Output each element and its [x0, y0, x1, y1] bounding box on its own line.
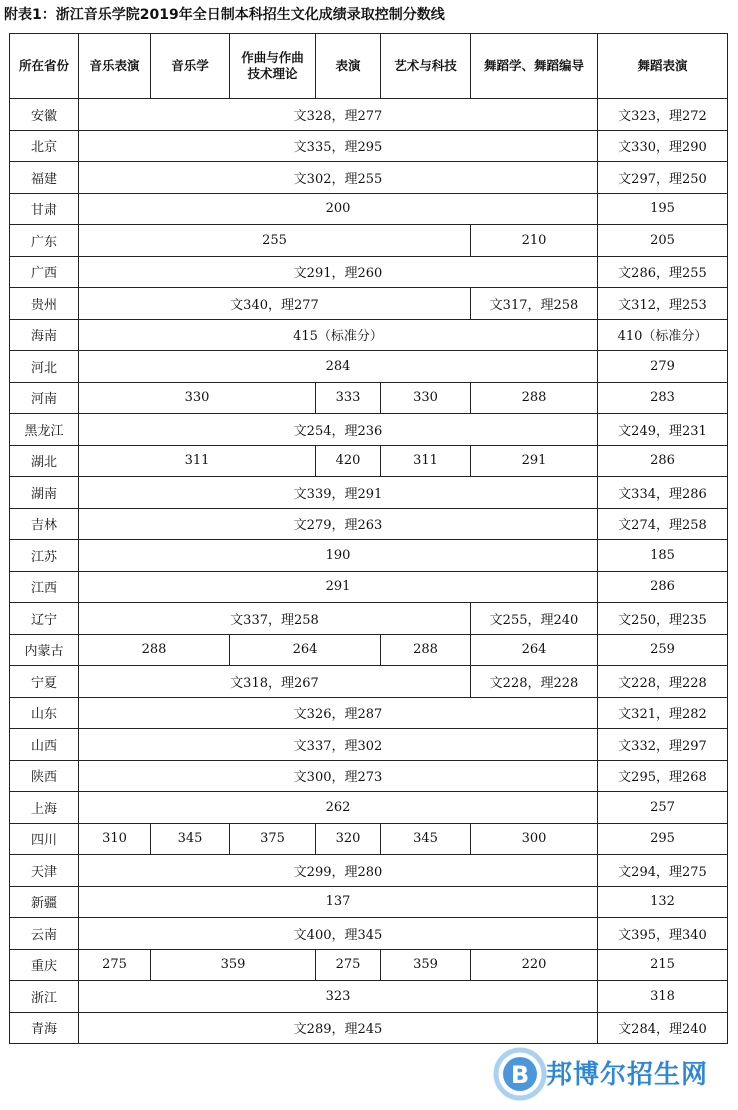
score-cell: 文284，理240: [598, 1012, 728, 1044]
header-music-performance: 音乐表演: [79, 34, 151, 99]
score-cell: 279: [598, 351, 728, 383]
province-cell: 云南: [10, 918, 79, 950]
score-cell: 文328，理277: [79, 99, 598, 131]
province-cell: 内蒙古: [10, 634, 79, 666]
score-cell: 420: [316, 445, 381, 477]
province-cell: 甘肃: [10, 193, 79, 225]
score-cell: 345: [151, 823, 230, 855]
score-cell: 288: [471, 382, 598, 414]
document-title: 附表1：浙江音乐学院2019年全日制本科招生文化成绩录取控制分数线: [4, 7, 445, 23]
table-row: [10, 571, 728, 603]
province-cell: 重庆: [10, 949, 79, 981]
province-cell: 北京: [10, 130, 79, 162]
score-cell: 310: [79, 823, 151, 855]
watermark-text: 邦博尔招生网: [546, 1060, 709, 1090]
province-cell: 河北: [10, 351, 79, 383]
score-cell: 文400，理345: [79, 918, 598, 950]
score-cell: 文279，理263: [79, 508, 598, 540]
b-logo-icon: [496, 1050, 544, 1098]
score-cell: 190: [79, 540, 598, 572]
province-cell: 天津: [10, 855, 79, 887]
score-cell: 文337，理302: [79, 729, 598, 761]
score-cell: 275: [316, 949, 381, 981]
score-cell: 文312，理253: [598, 288, 728, 320]
table-row: [10, 445, 728, 477]
score-cell: 文297，理250: [598, 162, 728, 194]
province-cell: 青海: [10, 1012, 79, 1044]
score-cell: 283: [598, 382, 728, 414]
table-row: [10, 508, 728, 540]
score-cell: 330: [79, 382, 316, 414]
score-cell: 220: [471, 949, 598, 981]
table-row: [10, 351, 728, 383]
province-cell: 新疆: [10, 886, 79, 918]
score-cell: 文332，理297: [598, 729, 728, 761]
province-cell: 黑龙江: [10, 414, 79, 446]
score-cell: 375: [230, 823, 316, 855]
score-cell: 330: [381, 382, 471, 414]
score-cell: 文340，理277: [79, 288, 471, 320]
score-cell: 文326，理287: [79, 697, 598, 729]
score-cell: 文330，理290: [598, 130, 728, 162]
score-cell: 文339，理291: [79, 477, 598, 509]
score-cell: 311: [79, 445, 316, 477]
score-cell: 185: [598, 540, 728, 572]
score-cell: 文249，理231: [598, 414, 728, 446]
table-header-row: [10, 34, 728, 99]
province-cell: 广东: [10, 225, 79, 257]
score-cell: 210: [471, 225, 598, 257]
province-cell: 山东: [10, 697, 79, 729]
score-cell: 345: [381, 823, 471, 855]
table-row: [10, 1012, 728, 1044]
score-cell: 文274，理258: [598, 508, 728, 540]
score-cell: 291: [471, 445, 598, 477]
score-cell: 文291，理260: [79, 256, 598, 288]
score-cell: 255: [79, 225, 471, 257]
province-cell: 湖北: [10, 445, 79, 477]
score-cell: 文289，理245: [79, 1012, 598, 1044]
score-cell: 文300，理273: [79, 760, 598, 792]
score-cell: 300: [471, 823, 598, 855]
province-cell: 江苏: [10, 540, 79, 572]
score-cell: 288: [381, 634, 471, 666]
province-cell: 湖南: [10, 477, 79, 509]
table-row: [10, 382, 728, 414]
table-row: [10, 981, 728, 1013]
score-cell: 359: [151, 949, 316, 981]
score-cell: 275: [79, 949, 151, 981]
province-cell: 江西: [10, 571, 79, 603]
score-cell: 410（标准分）: [598, 319, 728, 351]
score-cell: 286: [598, 571, 728, 603]
score-cell: 215: [598, 949, 728, 981]
score-cell: 文395，理340: [598, 918, 728, 950]
score-cell: 文294，理275: [598, 855, 728, 887]
table-row: [10, 477, 728, 509]
score-cell: 文295，理268: [598, 760, 728, 792]
header-art-technology: 艺术与科技: [381, 34, 471, 99]
score-cell: 264: [471, 634, 598, 666]
table-row: [10, 697, 728, 729]
table-row: [10, 162, 728, 194]
province-cell: 贵州: [10, 288, 79, 320]
score-cell: 259: [598, 634, 728, 666]
score-cell: 文255，理240: [471, 603, 598, 635]
score-cell: 文337，理258: [79, 603, 471, 635]
table-row: [10, 855, 728, 887]
score-cell: 文228，理228: [598, 666, 728, 698]
province-cell: 广西: [10, 256, 79, 288]
score-cell: 320: [316, 823, 381, 855]
score-cell: 文250，理235: [598, 603, 728, 635]
table-row: [10, 792, 728, 824]
score-cell: 264: [230, 634, 381, 666]
score-cell: 333: [316, 382, 381, 414]
score-cell: 137: [79, 886, 598, 918]
score-cell: 205: [598, 225, 728, 257]
score-cell: 文323，理272: [598, 99, 728, 131]
table-row: [10, 414, 728, 446]
table-row: [10, 886, 728, 918]
table-row: [10, 918, 728, 950]
header-province: 所在省份: [10, 34, 79, 99]
table-row: [10, 760, 728, 792]
province-cell: 海南: [10, 319, 79, 351]
province-cell: 安徽: [10, 99, 79, 131]
score-cell: 文317，理258: [471, 288, 598, 320]
score-cell: 文321，理282: [598, 697, 728, 729]
table-row: [10, 256, 728, 288]
province-cell: 山西: [10, 729, 79, 761]
table-row: [10, 99, 728, 131]
province-cell: 浙江: [10, 981, 79, 1013]
score-cell: 284: [79, 351, 598, 383]
score-table: [9, 33, 728, 1044]
table-row: [10, 729, 728, 761]
score-cell: 288: [79, 634, 230, 666]
score-cell: 291: [79, 571, 598, 603]
score-cell: 262: [79, 792, 598, 824]
table-row: [10, 666, 728, 698]
header-musicology: 音乐学: [151, 34, 230, 99]
score-cell: 200: [79, 193, 598, 225]
score-cell: 286: [598, 445, 728, 477]
score-cell: 文334，理286: [598, 477, 728, 509]
svg-text:B: B: [510, 1061, 530, 1089]
header-composition: 作曲与作曲技术理论: [230, 34, 316, 99]
province-cell: 四川: [10, 823, 79, 855]
score-cell: 文335，理295: [79, 130, 598, 162]
table-row: [10, 288, 728, 320]
table-row: [10, 540, 728, 572]
score-cell: 132: [598, 886, 728, 918]
table-row: [10, 823, 728, 855]
header-dance-performance: 舞蹈表演: [598, 34, 728, 99]
score-cell: 文299，理280: [79, 855, 598, 887]
score-cell: 415（标准分）: [79, 319, 598, 351]
score-cell: 文254，理236: [79, 414, 598, 446]
table-row: [10, 603, 728, 635]
score-cell: 311: [381, 445, 471, 477]
header-performance: 表演: [316, 34, 381, 99]
table-row: [10, 949, 728, 981]
header-dance-choreography: 舞蹈学、舞蹈编导: [471, 34, 598, 99]
score-cell: 文228，理228: [471, 666, 598, 698]
province-cell: 陕西: [10, 760, 79, 792]
score-cell: 文302，理255: [79, 162, 598, 194]
table-row: [10, 634, 728, 666]
province-cell: 福建: [10, 162, 79, 194]
province-cell: 吉林: [10, 508, 79, 540]
score-cell: 295: [598, 823, 728, 855]
score-cell: 323: [79, 981, 598, 1013]
table-row: [10, 319, 728, 351]
score-cell: 318: [598, 981, 728, 1013]
score-cell: 文286，理255: [598, 256, 728, 288]
province-cell: 宁夏: [10, 666, 79, 698]
table-row: [10, 130, 728, 162]
score-cell: 257: [598, 792, 728, 824]
province-cell: 上海: [10, 792, 79, 824]
score-cell: 文318，理267: [79, 666, 471, 698]
table-row: [10, 225, 728, 257]
table-row: [10, 193, 728, 225]
score-cell: 195: [598, 193, 728, 225]
province-cell: 河南: [10, 382, 79, 414]
score-cell: 359: [381, 949, 471, 981]
province-cell: 辽宁: [10, 603, 79, 635]
